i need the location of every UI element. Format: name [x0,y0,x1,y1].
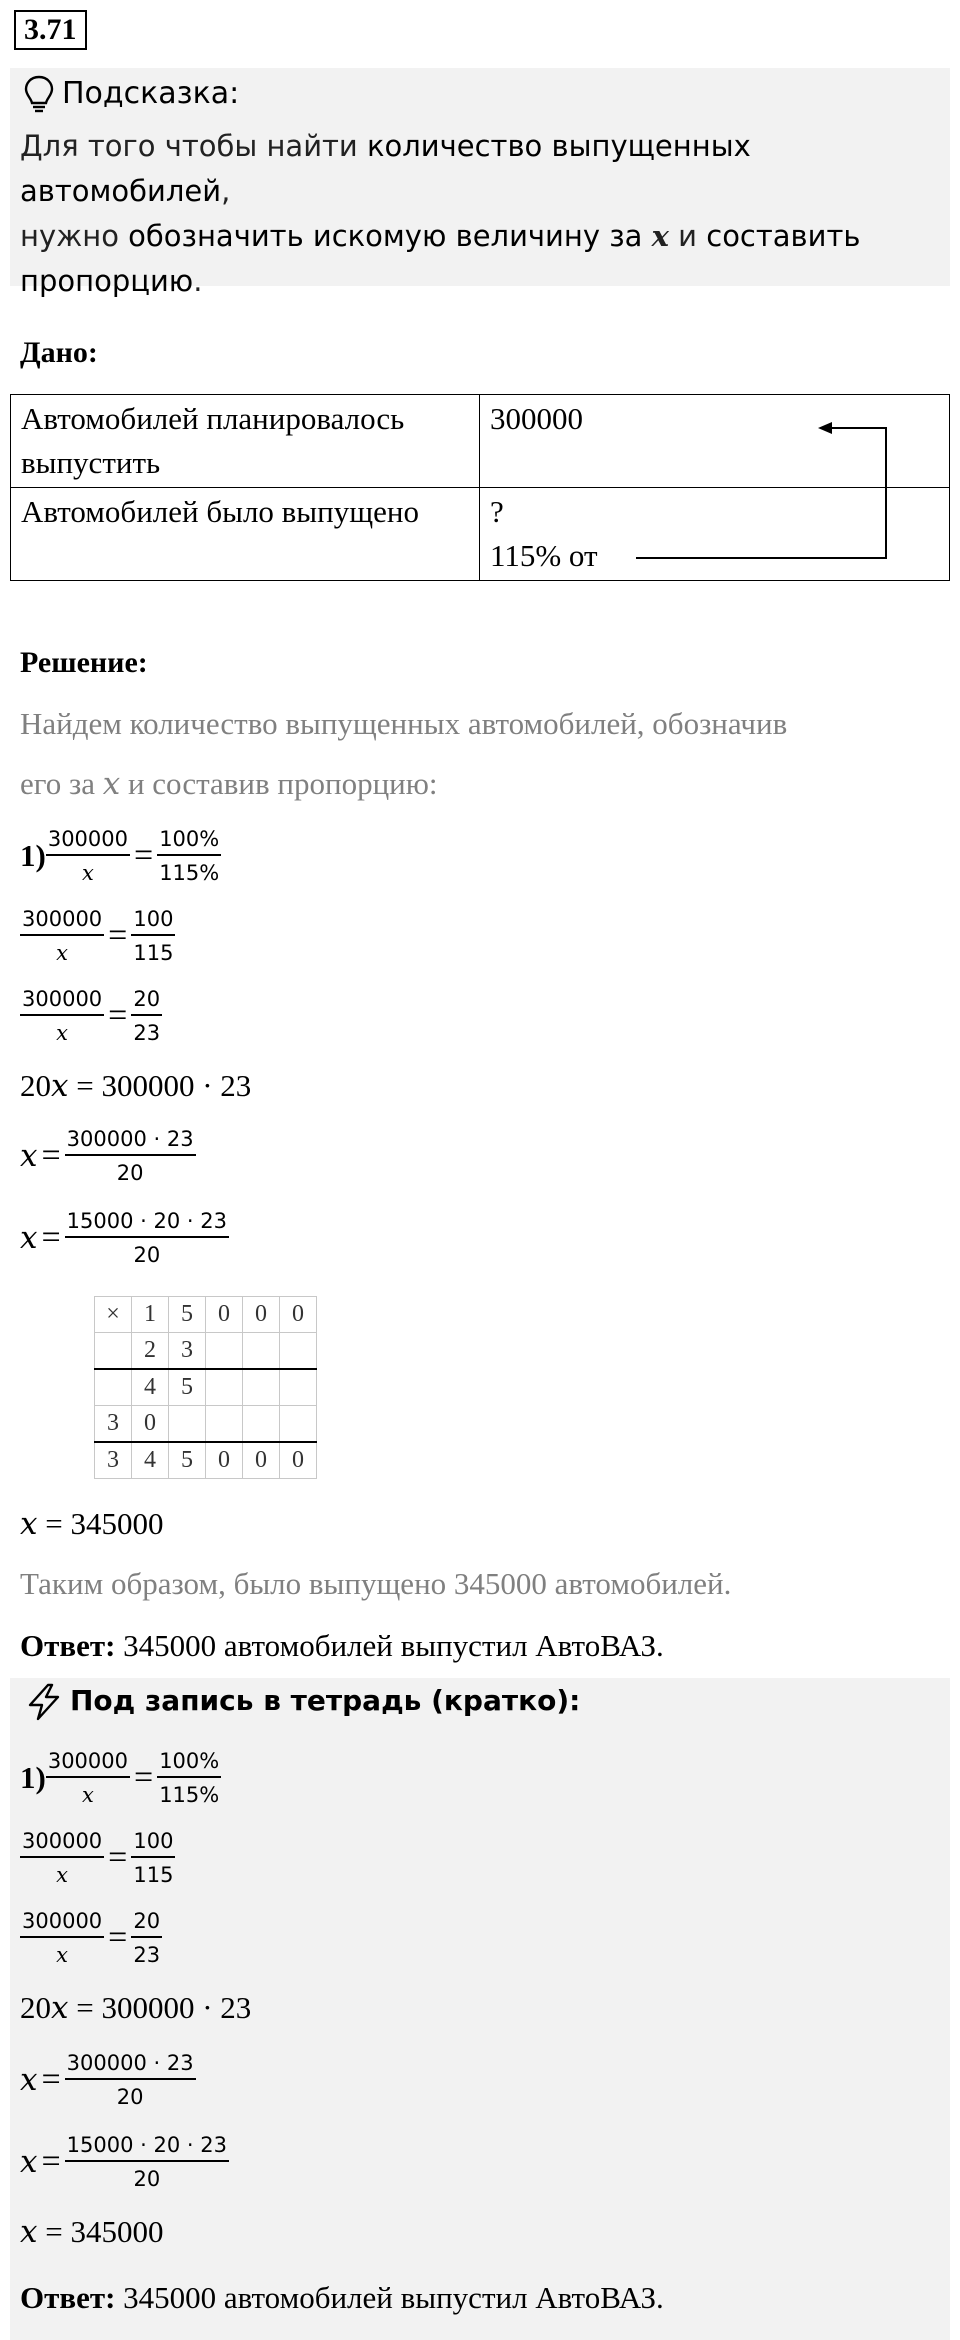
digit-cell [95,1369,132,1406]
digit-cell [206,1406,243,1443]
numerator: 300000 · 23 [65,1126,196,1156]
digit-cell: 0 [206,1442,243,1479]
multiplication-table [94,1296,317,1479]
digit-cell [206,1333,243,1370]
digit-cell: 4 [132,1369,169,1406]
numerator: 300000 [20,1908,104,1938]
hint-text-part: и [668,219,707,253]
fraction [65,1126,196,1186]
hint-text-bold: составить [706,219,861,253]
variable: x [20,1138,38,1174]
hint-text-part: Для того чтобы найти [20,129,367,163]
digit-cell [280,1333,317,1370]
digit-cell: 5 [169,1369,206,1406]
given-question: ? [490,494,504,529]
proportion-step1 [20,826,221,886]
numerator: 300000 [20,906,104,936]
equals-sign: = [108,1919,128,1956]
numerator: 20 [131,1908,162,1938]
table-row [95,1442,317,1479]
solution-intro-line1: Найдем количество выпущенных автомобилей, обозначив [20,706,788,741]
numerator: 100% [157,1748,221,1778]
answer-text: 345000 автомобилей выпустил АвтоВАЗ. [115,1628,664,1663]
digit-cell [95,1333,132,1370]
denominator: x [81,1783,94,1807]
digit-cell: 4 [132,1442,169,1479]
digit-cell: 0 [280,1297,317,1333]
fraction [20,986,104,1046]
fraction [65,1208,229,1268]
result-value: = 345000 [37,2214,164,2249]
variable: x [20,1220,38,1256]
arrow-connector-icon [600,412,900,572]
digit-cell [243,1406,280,1443]
short-result-line [20,2214,163,2250]
fraction [157,826,221,886]
equals-sign: = [41,2143,61,2180]
numerator: 100% [157,826,221,856]
digit-cell: 0 [243,1297,280,1333]
x-expression-2 [20,1208,229,1268]
numerator: 300000 [46,1748,130,1778]
given-cell: Автомобилей было выпущено [11,488,480,581]
fraction [20,1908,104,1968]
denominator: 20 [133,1243,161,1267]
short-equation-line [20,1990,251,2026]
short-record-title: Под запись в тетрадь (кратко): [70,1684,581,1717]
hint-text-part: , [221,174,231,208]
result-value: = 345000 [37,1506,164,1541]
denominator: 115 [133,941,174,965]
table-row [95,1333,317,1370]
digit-cell: 0 [132,1406,169,1443]
short-step2 [20,1828,175,1888]
table-row [95,1297,317,1333]
answer-line [20,1628,664,1664]
hint-variable: x [651,219,669,253]
digit-cell [243,1369,280,1406]
equation-line [20,1068,251,1104]
fraction [65,2050,196,2110]
hint-text-bold: обозначить искомую величину за [128,219,652,253]
result-variable: x [20,2214,38,2250]
numerator: 300000 [20,1828,104,1858]
mult-sign: × [95,1297,132,1333]
numerator: 100 [131,906,175,936]
conclusion-text: Таким образом, было выпущено 345000 автомобилей. [20,1566,732,1601]
numerator: 15000 · 20 · 23 [65,2132,229,2162]
answer-text: 345000 автомобилей выпустил АвтоВАЗ. [115,2280,664,2315]
given-label: Дано: [20,336,98,369]
digit-cell: 2 [132,1333,169,1370]
short-step3 [20,1908,162,1968]
digit-cell: 0 [243,1442,280,1479]
digit-cell: 3 [169,1333,206,1370]
table-row [95,1406,317,1443]
digit-cell: 1 [132,1297,169,1333]
numerator: 300000 [46,826,130,856]
fraction [131,1828,175,1888]
answer-label: Ответ: [20,2280,116,2315]
fraction [131,1908,162,1968]
denominator: 115 [133,1863,174,1887]
equals-sign: = [134,1759,154,1796]
x-expression-1 [20,1126,196,1186]
equation-coef: 20 [20,1068,51,1103]
fraction [20,906,104,966]
digit-cell: 0 [206,1297,243,1333]
equation-variable: x [51,1068,69,1104]
denominator: x [56,1021,68,1045]
denominator: 20 [116,2085,144,2109]
table-row [95,1369,317,1406]
hint-text-part: . [193,264,203,298]
intro-text: его за [20,766,103,801]
intro-variable: x [102,766,121,802]
short-step1 [20,1748,221,1808]
numerator: 15000 · 20 · 23 [65,1208,229,1238]
result-variable: x [20,1506,38,1542]
given-cell: Автомобилей планировалось выпустить [11,395,480,488]
hint-text [20,124,940,304]
equals-sign: = [108,1839,128,1876]
equals-sign: = [108,917,128,954]
equals-sign: = [41,1137,61,1174]
answer-label: Ответ: [20,1628,116,1663]
hint-title: Подсказка: [62,76,240,111]
proportion-step2 [20,906,175,966]
hint-text-bold: количество выпущенных автомобилей [20,129,751,208]
digit-cell: 5 [169,1297,206,1333]
fraction [20,1828,104,1888]
digit-cell [206,1369,243,1406]
problem-number: 3.71 [14,10,87,50]
hint-text-bold: пропорцию [20,264,194,298]
lightning-icon [24,1682,64,1722]
denominator: 115% [159,1783,220,1807]
denominator: 20 [116,1161,144,1185]
digit-cell: 3 [95,1406,132,1443]
digit-cell [169,1406,206,1443]
solution-label: Решение: [20,646,148,679]
digit-cell: 3 [95,1442,132,1479]
fraction [131,986,162,1046]
equals-sign: = [134,837,154,874]
short-x-expression-2 [20,2132,229,2192]
denominator: 23 [133,1943,161,1967]
step-number: 1) [20,1760,46,1795]
numerator: 300000 [20,986,104,1016]
short-x-expression-1 [20,2050,196,2110]
given-percent: 115% от [490,538,598,573]
short-answer-line [20,2280,664,2316]
fraction [131,906,175,966]
variable: x [20,2144,38,2180]
variable: x [20,2062,38,2098]
denominator: x [81,861,94,885]
fraction [157,1748,221,1808]
equation-rest: = 300000 · 23 [68,1990,252,2025]
proportion-step3 [20,986,162,1046]
fraction [65,2132,229,2192]
equation-coef: 20 [20,1990,51,2025]
equals-sign: = [41,2061,61,2098]
fraction [46,826,130,886]
denominator: 20 [133,2167,161,2191]
numerator: 300000 · 23 [65,2050,196,2080]
intro-text: и составив пропорцию: [120,766,438,801]
denominator: 23 [133,1021,161,1045]
result-line [20,1506,163,1542]
numerator: 20 [131,986,162,1016]
digit-cell: 0 [280,1442,317,1479]
lightbulb-icon [22,74,56,114]
digit-cell [243,1333,280,1370]
solution-intro-line2 [20,754,438,814]
equation-variable: x [51,1990,69,2026]
equation-rest: = 300000 · 23 [68,1068,252,1103]
denominator: x [56,1943,68,1967]
equals-sign: = [108,997,128,1034]
digit-cell: 5 [169,1442,206,1479]
digit-cell [280,1406,317,1443]
digit-cell [280,1369,317,1406]
hint-text-part: нужно [20,219,129,253]
numerator: 100 [131,1828,175,1858]
fraction [46,1748,130,1808]
step-number: 1) [20,838,46,873]
denominator: x [56,1863,68,1887]
equals-sign: = [41,1219,61,1256]
denominator: 115% [159,861,220,885]
given-cell: 300000 [480,395,950,488]
denominator: x [56,941,68,965]
